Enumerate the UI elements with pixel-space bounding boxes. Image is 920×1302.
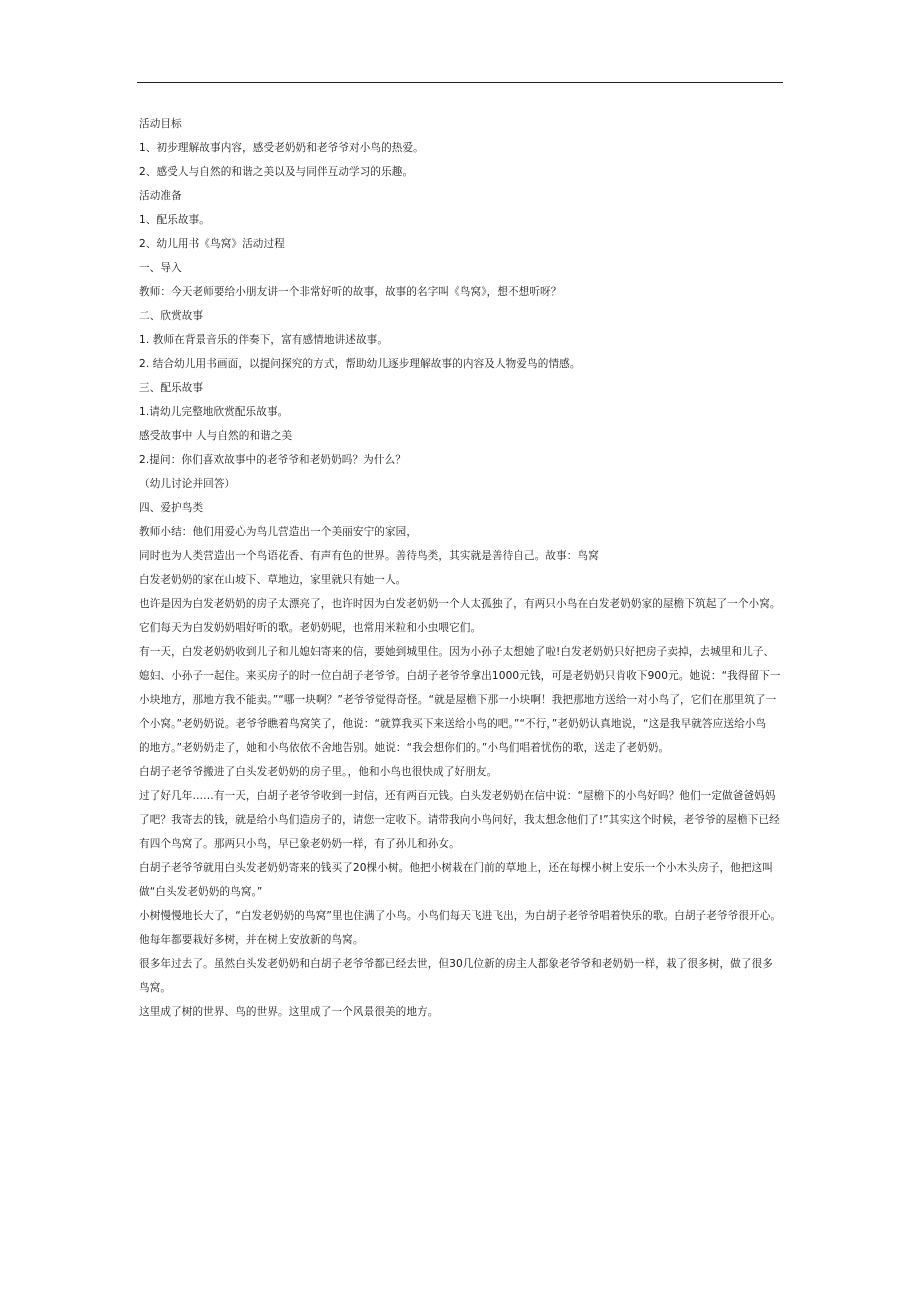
section-heading-goals: 活动目标: [139, 118, 182, 130]
story-paragraph: [139, 904, 791, 952]
story-line: 白胡子老爷爷就用白头发老奶奶寄来的钱买了20棵小树。他把小树栽在门前的草地上，还在每棵小树上安乐一个小木头房子，他把这叫: [139, 862, 773, 874]
story-paragraph: [139, 592, 791, 640]
story-paragraph: [139, 1000, 791, 1024]
story-opening: 白发老奶奶的家在山坡下、草地边，家里就只有她一人。: [139, 574, 407, 586]
story-line: 小块地方，那地方我不能卖。”“哪一块啊？”老爷爷觉得奇怪。“就是屋檐下那一小块啊！我把那地方送给一对小鸟了，它们在那里筑了一: [139, 694, 777, 706]
story-line: 媳妇、小孙子一起住。来买房子的时一位白胡子老爷爷。白胡子老爷爷拿出1000元钱，可是老奶奶只肯收下900元。她说：“我得留下一: [139, 670, 781, 682]
teacher-summary: 教师小结：他们用爱心为鸟儿营造出一个美丽安宁的家园，: [139, 526, 418, 538]
story-line: 很多年过去了。虽然白头发老奶奶和白胡子老爷爷都已经去世，但30几位新的房主人都象老爷爷和老奶奶一样，栽了很多树，做了很多: [139, 958, 773, 970]
story-line: 白胡子老爷爷搬进了白头发老奶奶的房子里。，他和小鸟也很快成了好朋友。: [139, 766, 498, 778]
story-line: 他每年都要栽好多树，并在树上安放新的鸟窝。: [139, 934, 364, 946]
story-line: 的地方。”老奶奶走了，她和小鸟依依不舍地告别。她说：“我会想你们的。”小鸟们唱着忧伤的歌，送走了老奶奶。: [139, 742, 670, 754]
music-story-item-1: 1.请幼儿完整地欣赏配乐故事。: [139, 406, 289, 418]
story-line: 小树慢慢地长大了，“白发老奶奶的鸟窝”里也住满了小鸟。小鸟们每天飞进飞出，为白胡子老爷爷唱着快乐的歌。白胡子老爷爷很开心。: [139, 910, 782, 922]
section-heading-preparation: 活动准备: [139, 190, 182, 202]
goal-item-1: 1、初步理解故事内容，感受老奶奶和老爷爷对小鸟的热爱。: [139, 142, 424, 154]
music-story-item-2: 2.提问：你们喜欢故事中的老爷爷和老奶奶吗？为什么？: [139, 454, 406, 466]
discussion-note: （幼儿讨论并回答）: [139, 478, 236, 490]
step-heading-protect-birds: 四、爱护鸟类: [139, 502, 204, 514]
story-line: 有四个鸟窝了。那两只小鸟，早已象老奶奶一样，有了孙儿和孙女。: [139, 838, 460, 850]
appreciate-item-1: 1. 教师在背景音乐的伴奏下，富有感情地讲述故事。: [139, 334, 389, 346]
story-line: 个小窝。”老奶奶说。老爷爷瞧着鸟窝笑了，他说：“就算我买下来送给小鸟的吧。”“不行，”老奶奶认真地说，“这是我早就答应送给小鸟: [139, 718, 767, 730]
story-line: 了吧？我寄去的钱，就是给小鸟们造房子的，请您一定收下。请带我向小鸟问好，我太想念他们了!”其实这个时候，老爷爷的屋檐下已经: [139, 814, 780, 826]
music-story-note: 感受故事中 人与自然的和谐之美: [139, 430, 293, 442]
summary-continuation: 同时也为人类营造出一个鸟语花香、有声有色的世界。善待鸟类，其实就是善待自己。故事：鸟窝: [139, 550, 599, 562]
appreciate-item-2: 2. 结合幼儿用书画面，以提问探究的方式，帮助幼儿逐步理解故事的内容及人物爱鸟的情感。: [139, 358, 581, 370]
story-paragraph: [139, 952, 791, 1000]
story-paragraph: [139, 640, 791, 760]
preparation-item-1: 1、配乐故事。: [139, 214, 211, 226]
story-line: 有一天，白发老奶奶收到儿子和儿媳妇寄来的信，要她到城里住。因为小孙子太想她了啦!白发老奶奶只好把房子卖掉，去城里和儿子、: [139, 646, 775, 658]
story-paragraph: [139, 784, 791, 856]
intro-text: 教师：今天老师要给小朋友讲一个非常好听的故事，故事的名字叫《鸟窝》，想不想听呀？: [139, 286, 562, 298]
story-line: 它们每天为白发奶奶唱好听的歌。老奶奶呢，也常用米粒和小虫喂它们。: [139, 622, 482, 634]
story-line: 也许是因为白发老奶奶的房子太漂亮了，也许时因为白发老奶奶一个人太孤独了，有两只小鸟在白发老奶奶家的屋檐下筑起了一个小窝。: [139, 598, 781, 610]
step-heading-music-story: 三、配乐故事: [139, 382, 204, 394]
preparation-item-2: 2、幼儿用书《鸟窝》活动过程: [139, 238, 285, 250]
document-body: [139, 112, 791, 1024]
step-heading-intro: 一、导入: [139, 262, 182, 274]
story-line: 这里成了树的世界、鸟的世界。这里成了一个风景很美的地方。: [139, 1006, 439, 1018]
story-line: 鸟窝。: [139, 982, 172, 994]
story-paragraph: [139, 856, 791, 904]
goal-item-2: 2、感受人与自然的和谐之美以及与同伴互动学习的乐趣。: [139, 166, 414, 178]
header-rule: [137, 82, 783, 83]
story-line: 过了好几年……有一天，白胡子老爷爷收到一封信，还有两百元钱。白头发老奶奶在信中说：“屋檐下的小鸟好吗？他们一定做爸爸妈妈: [139, 790, 776, 802]
story-paragraph: [139, 760, 791, 784]
story-line: 做“白头发老奶奶的鸟窝。”: [139, 886, 263, 898]
step-heading-appreciate: 二、欣赏故事: [139, 310, 204, 322]
